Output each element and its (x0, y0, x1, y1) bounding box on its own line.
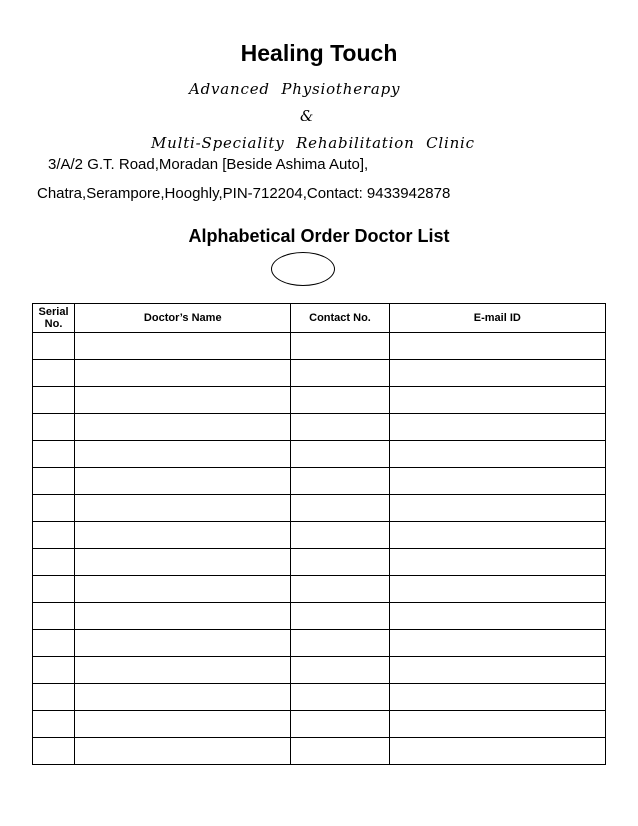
doctor-name-cell (75, 549, 291, 576)
column-header-serial: Serial No. (33, 304, 75, 333)
contact-cell (291, 468, 389, 495)
doctor-name-cell (75, 738, 291, 765)
doctor-list-title: Alphabetical Order Doctor List (188, 226, 450, 246)
email-cell (389, 576, 605, 603)
column-header-doctor-name: Doctor’s Name (75, 304, 291, 333)
contact-cell (291, 495, 389, 522)
table-row (33, 333, 606, 360)
email-cell (389, 603, 605, 630)
doctor-name-cell (75, 333, 291, 360)
email-cell (389, 549, 605, 576)
doctor-name-cell (75, 630, 291, 657)
doctor-name-cell (75, 468, 291, 495)
contact-cell (291, 549, 389, 576)
email-cell (389, 738, 605, 765)
table-row (33, 522, 606, 549)
serial-cell (33, 360, 75, 387)
table-row (33, 657, 606, 684)
column-header-email: E-mail ID (389, 304, 605, 333)
doctor-name-cell (75, 684, 291, 711)
doctor-list-table (32, 303, 606, 765)
contact-cell (291, 360, 389, 387)
ampersand: & (300, 107, 315, 125)
serial-cell (33, 333, 75, 360)
table-row (33, 414, 606, 441)
email-cell (389, 333, 605, 360)
doctor-name-cell (75, 360, 291, 387)
clinic-title: Healing Touch (240, 40, 398, 66)
serial-cell (33, 657, 75, 684)
doctor-name-cell (75, 657, 291, 684)
table-row (33, 495, 606, 522)
email-cell (389, 522, 605, 549)
table-row (33, 630, 606, 657)
address-line-1: 3/A/2 G.T. Road,Moradan [Beside Ashima Auto], (48, 156, 369, 173)
contact-cell (291, 711, 389, 738)
table-row (33, 684, 606, 711)
serial-cell (33, 522, 75, 549)
oval-stamp-placeholder (271, 252, 335, 286)
clinic-subtitle-physiotherapy: Advanced Physiotherapy (189, 80, 401, 98)
column-header-contact: Contact No. (291, 304, 389, 333)
contact-cell (291, 522, 389, 549)
table-row (33, 603, 606, 630)
serial-cell (33, 387, 75, 414)
email-cell (389, 630, 605, 657)
doctor-name-cell (75, 387, 291, 414)
serial-cell (33, 738, 75, 765)
serial-cell (33, 630, 75, 657)
contact-cell (291, 387, 389, 414)
table-header-row (33, 304, 606, 333)
email-cell (389, 360, 605, 387)
contact-cell (291, 684, 389, 711)
serial-cell (33, 441, 75, 468)
table-row (33, 549, 606, 576)
table-row (33, 441, 606, 468)
contact-cell (291, 414, 389, 441)
doctor-name-cell (75, 711, 291, 738)
email-cell (389, 495, 605, 522)
serial-cell (33, 414, 75, 441)
serial-cell (33, 495, 75, 522)
contact-cell (291, 603, 389, 630)
doctor-name-cell (75, 414, 291, 441)
contact-cell (291, 630, 389, 657)
email-cell (389, 414, 605, 441)
email-cell (389, 657, 605, 684)
table-row (33, 738, 606, 765)
serial-cell (33, 603, 75, 630)
contact-cell (291, 738, 389, 765)
table-row (33, 711, 606, 738)
doctor-name-cell (75, 522, 291, 549)
doctor-name-cell (75, 441, 291, 468)
table-row (33, 387, 606, 414)
serial-cell (33, 711, 75, 738)
table-row (33, 576, 606, 603)
table-body (33, 333, 606, 765)
email-cell (389, 684, 605, 711)
contact-cell (291, 441, 389, 468)
email-cell (389, 468, 605, 495)
doctor-name-cell (75, 495, 291, 522)
doctor-name-cell (75, 603, 291, 630)
email-cell (389, 711, 605, 738)
email-cell (389, 387, 605, 414)
email-cell (389, 441, 605, 468)
contact-cell (291, 333, 389, 360)
clinic-subtitle-rehabilitation: Multi-Speciality Rehabilitation Clinic (151, 134, 475, 152)
serial-cell (33, 549, 75, 576)
contact-cell (291, 576, 389, 603)
address-line-2: Chatra,Serampore,Hooghly,PIN-712204,Contact: 9433942878 (37, 185, 451, 202)
table-row (33, 468, 606, 495)
contact-cell (291, 657, 389, 684)
serial-cell (33, 576, 75, 603)
doctor-name-cell (75, 576, 291, 603)
serial-cell (33, 684, 75, 711)
table-row (33, 360, 606, 387)
serial-cell (33, 468, 75, 495)
